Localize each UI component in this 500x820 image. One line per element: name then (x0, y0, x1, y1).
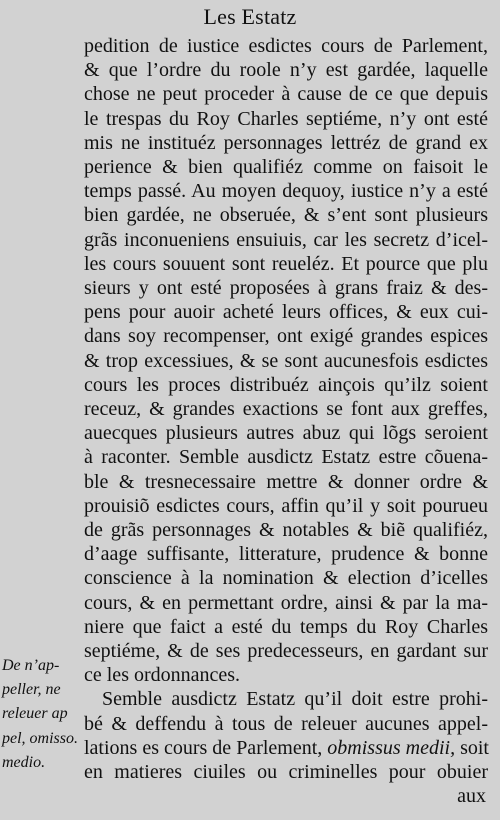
text-line: niere que faict a esté du temps du Roy Charles (84, 615, 488, 638)
text-line: & que l’ordre du roole n’y est gardée, laquelle (84, 59, 488, 82)
margin-note-line: pel, omisso. (2, 729, 78, 747)
margin-note-line: De n’ap- (2, 657, 60, 674)
text-line: sieurs y ont esté proposées à grans fraiz & des- (84, 277, 488, 300)
text-line: bé & deffendu à tous de releuer aucunes appel- (84, 712, 488, 735)
text-line: dans soy recompenser, ont exigé grandes espices (84, 325, 488, 348)
running-head: Les Estatz (203, 4, 297, 29)
margin-note-line: peller, ne (2, 681, 61, 699)
catchword: aux (457, 785, 486, 808)
text-line: de grãs personnages & notables & biẽ qualifiéz, (84, 519, 488, 542)
text-segment: soit (455, 736, 489, 759)
text-line: grãs inconueniens ensuiuis, car les secretz d’icel- (84, 228, 488, 251)
text-line: les cours souuent sont reueléz. Et pource que plu (84, 252, 488, 275)
text-line: bien gardée, ne obseruée, & s’ent sont plusieurs (84, 204, 488, 227)
text-line: prouisiõ esdictes cours, affin qu’il y soit pourueu (84, 494, 488, 517)
text-line: receuz, & grandes exactions se font aux greffes, (84, 398, 488, 421)
text-line: perience & bien qualifiéz comme on faisoit le (84, 156, 488, 179)
text-line: chose ne peut proceder à cause de ce que depuis (84, 83, 488, 106)
margin-note (2, 654, 80, 775)
text-line: à raconter. Semble ausdictz Estatz estre cõuena- (84, 446, 488, 469)
text-line: ce les ordonnances. (84, 664, 241, 687)
italic-phrase: obmissus medii, (327, 736, 456, 759)
text-line: Semble ausdictz Estatz qu’il doit estre prohi- (102, 688, 488, 711)
text-line: auecques plusieurs autres abuz qui lõgs seroient (84, 422, 488, 445)
text-line: ble & tresnecessaire mettre & donner ordre & (84, 470, 488, 493)
text-line: pens pour auoir acheté leurs offices, & eux cui- (84, 301, 488, 324)
text-line: cours, & en permettant ordre, ainsi & par la ma- (84, 591, 488, 614)
text-line: mis ne instituéz personnages lettréz de grand ex (84, 131, 488, 154)
text-line: conscience à la nomination & election d’icelles (84, 567, 488, 590)
text-line: pedition de iustice esdictes cours de Parlement, (84, 35, 488, 57)
text-line: septiéme, & de ses predecesseurs, en gardant sur (84, 640, 488, 663)
text-line: cours les proces distribuéz ainçois qu’ilz soient (84, 373, 488, 396)
text-line: & trop excessiues, & se sont aucunesfois esdictes (84, 349, 488, 372)
text-line: le trespas du Roy Charles septiéme, n’y ont esté (84, 107, 488, 130)
margin-note-line: medio. (2, 753, 46, 771)
text-line-mixed (84, 736, 488, 760)
text-line: en matieres ciuiles ou criminelles pour obuier (84, 761, 488, 784)
text-line: temps passé. Au moyen dequoy, iustice n’y a esté (84, 180, 488, 203)
main-text (84, 34, 488, 809)
text-segment: lations es cours de Parlement, (84, 736, 323, 759)
margin-note-line: releuer ap (2, 705, 68, 723)
text-line: d’aage suffisante, litterature, prudence & bonne (84, 543, 488, 566)
